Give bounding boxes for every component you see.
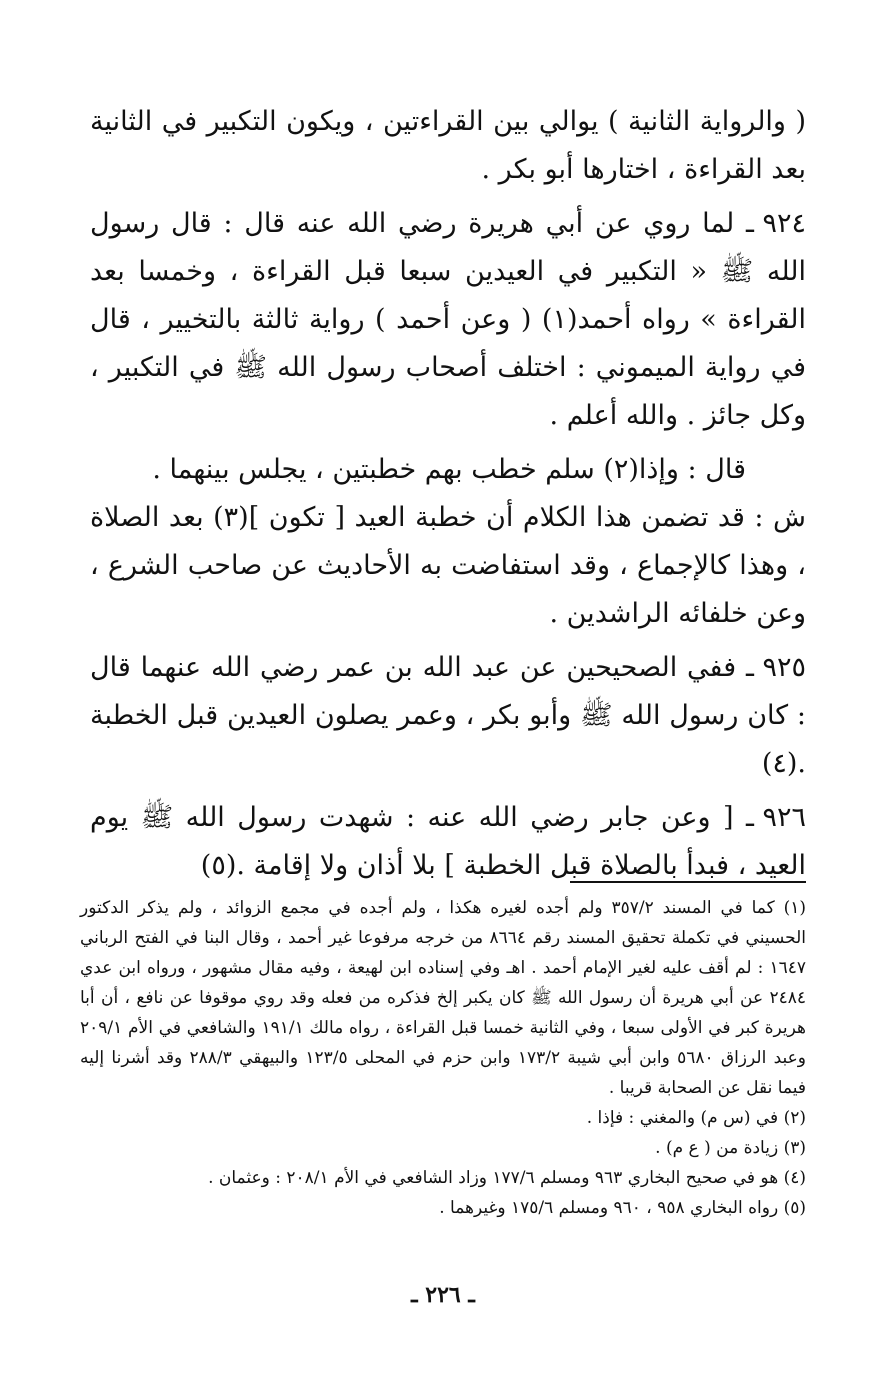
footnotes [80, 893, 806, 1223]
hadith-text: لما روي عن أبي هريرة رضي الله عنه قال : قال رسول الله ﷺ « التكبير في العيدين سبعا قبل القراءة ، وخمسا بعد القراءة » رواه أحمد(١) ( وعن أحمد ) رواية ثالثة بالتخيير ، قال في رواية الميموني : اختلف أصحاب رسول الله ﷺ في التكبير ، وكل جائز . والله أعلم . [90, 208, 806, 431]
hadith-text: [ وعن جابر رضي الله عنه : شهدت رسول الله ﷺ يوم العيد ، فبدأ بالصلاة قبل الخطبة ] بلا أذان ولا إقامة .(٥) [90, 802, 806, 881]
footnote-4: (٤) هو في صحيح البخاري ٩٦٣ ومسلم ١٧٧/٦ وزاد الشافعي في الأم ٢٠٨/١ : وعثمان . [208, 1168, 806, 1188]
footnote-5: (٥) رواه البخاري ٩٥٨ ، ٩٦٠ ومسلم ١٧٥/٦ وغيرهما . [439, 1198, 806, 1218]
hadith-number: ٩٢٦ ـ [745, 802, 806, 833]
footnote-1: (١) كما في المسند ٣٥٧/٢ ولم أجده لغيره هكذا ، ولم أجده في مجمع الزوائد ، ولم يذكر الدكتور الحسيني في تكملة تحقيق المسند رقم ٨٦٦٤ من خرجه مرفوعا غير أحمد ، وقال البنا في الفتح الرباني ١٦٤٧ : لم أقف عليه لغير الإمام أحمد . اهـ وفي إسناده ابن لهيعة ، وفيه مقال مشهور ، ورواه ابن عدي ٢٤٨٤ عن أبي هريرة أن رسول الله ﷺ كان يكبر إلخ فذكره من فعله وقد روي موقوفا عن نافع ، أن أبا هريرة كبر في الأولى سبعا ، وفي الثانية خمسا قبل القراءة ، رواه مالك ١٩١/١ والشافعي في الأم ٢٠٩/١ وعبد الرزاق ٥٦٨٠ وابن أبي شيبة ١٧٣/٢ وابن حزم في المحلى ١٢٣/٥ والبيهقي ٢٨٨/٣ وقد أشرنا إليه فيما نقل عن الصحابة قريبا . [80, 898, 807, 1098]
footnote-divider [570, 881, 806, 883]
footnote-3: (٣) زيادة من ( ع م) . [655, 1138, 806, 1158]
hadith-926 [90, 794, 806, 890]
hadith-924 [90, 200, 806, 440]
hadith-number: ٩٢٥ ـ [745, 652, 806, 683]
hadith-925 [90, 644, 806, 788]
paragraph-matn: قال : وإذا(٢) سلم خطب بهم خطبتين ، يجلس بينهما . [152, 454, 746, 485]
hadith-text: ففي الصحيحين عن عبد الله بن عمر رضي الله عنهما قال : كان رسول الله ﷺ وأبو بكر ، وعمر يصلون العيدين قبل الخطبة .(٤) [90, 652, 806, 779]
page-number: ـ ٢٢٦ ـ [411, 1282, 475, 1308]
paragraph-intro: ( والرواية الثانية ) يوالي بين القراءتين ، ويكون التكبير في الثانية بعد القراءة ، اختارها أبو بكر . [90, 106, 806, 185]
footnote-2: (٢) في (س م) والمغني : فإذا . [586, 1108, 806, 1128]
hadith-number: ٩٢٤ ـ [745, 208, 806, 239]
main-text [90, 98, 806, 890]
paragraph-sharh: ش : قد تضمن هذا الكلام أن خطبة العيد [ تكون ](٣) بعد الصلاة ، وهذا كالإجماع ، وقد استفاضت به الأحاديث عن صاحب الشرع ، وعن خلفائه الراشدين . [90, 502, 806, 629]
